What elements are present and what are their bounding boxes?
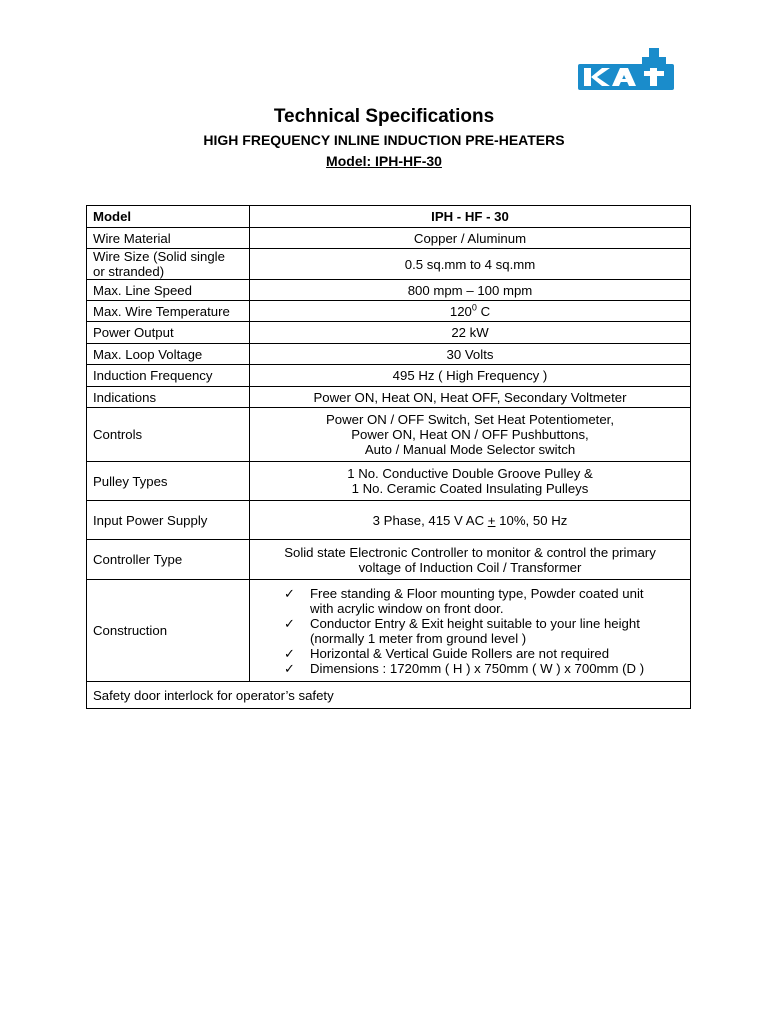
table-row-indications xyxy=(87,387,691,408)
footer-note: Safety door interlock for operator’s safety xyxy=(87,682,691,709)
row-value xyxy=(250,580,691,682)
table-row-input-power xyxy=(87,501,691,540)
model-heading xyxy=(0,152,768,170)
plus-minus-sign: + xyxy=(487,512,496,528)
row-value: IPH - HF - 30 xyxy=(250,206,691,228)
temp-unit: C xyxy=(476,303,491,319)
list-item-line: Dimensions : 1720mm ( H ) x 750mm ( W ) x 700mm (D ) xyxy=(310,660,645,676)
row-value xyxy=(250,540,691,580)
temp-superscript: 0 xyxy=(471,302,477,313)
construction-list xyxy=(256,586,684,676)
list-item-line: with acrylic window on front door. xyxy=(310,600,504,616)
table-row-power-output xyxy=(87,322,691,344)
list-item-line: Horizontal & Vertical Guide Rollers are not required xyxy=(310,645,610,661)
table-row-induction-frequency xyxy=(87,365,691,387)
list-item xyxy=(284,616,684,646)
checkmark-icon: ✓ xyxy=(284,615,296,631)
power-prefix: 3 Phase, 415 V AC xyxy=(372,512,488,528)
table-row-loop-voltage xyxy=(87,344,691,365)
row-label: Input Power Supply xyxy=(87,501,250,540)
table-row-controller-type xyxy=(87,540,691,580)
row-value: Power ON, Heat ON, Heat OFF, Secondary Voltmeter xyxy=(250,387,691,408)
table-row-construction xyxy=(87,580,691,682)
row-value xyxy=(250,408,691,462)
model-heading-text: Model: IPH-HF-30 xyxy=(326,153,442,169)
row-label: Indications xyxy=(87,387,250,408)
row-label: Induction Frequency xyxy=(87,365,250,387)
row-label: Max. Loop Voltage xyxy=(87,344,250,365)
row-label-line: or stranded) xyxy=(93,264,165,279)
temp-number: 120 xyxy=(449,303,472,319)
row-value-line: Auto / Manual Mode Selector switch xyxy=(364,442,576,457)
list-item-line: Conductor Entry & Exit height suitable to your line height xyxy=(310,615,640,631)
row-value: Copper / Aluminum xyxy=(250,228,691,249)
row-label: Model xyxy=(87,206,250,228)
kat-logo xyxy=(576,44,676,92)
row-label: Controls xyxy=(87,408,250,462)
list-item xyxy=(284,646,684,661)
row-value: 0.5 sq.mm to 4 sq.mm xyxy=(250,249,691,280)
checkmark-icon: ✓ xyxy=(284,645,296,661)
list-item-line: (normally 1 meter from ground level ) xyxy=(310,630,527,646)
table-row-line-speed xyxy=(87,280,691,301)
row-value: 495 Hz ( High Frequency ) xyxy=(250,365,691,387)
list-item-line: Free standing & Floor mounting type, Powder coated unit xyxy=(310,585,644,601)
table-row-pulley-types xyxy=(87,462,691,501)
document-title: Technical Specifications xyxy=(273,106,495,127)
table-row-controls xyxy=(87,408,691,462)
row-value xyxy=(250,301,691,322)
row-label: Construction xyxy=(87,580,250,682)
row-label-line: Wire Size (Solid single xyxy=(93,249,225,264)
checkmark-icon: ✓ xyxy=(284,660,296,676)
row-label: Max. Line Speed xyxy=(87,280,250,301)
checkmark-icon: ✓ xyxy=(284,585,296,601)
table-row-wire-temperature xyxy=(87,301,691,322)
row-label: Power Output xyxy=(87,322,250,344)
row-label: Controller Type xyxy=(87,540,250,580)
row-value-line: voltage of Induction Coil / Transformer xyxy=(358,559,582,575)
list-item xyxy=(284,586,684,616)
table-row-model xyxy=(87,206,691,228)
table-row-wire-material xyxy=(87,228,691,249)
row-value: 22 kW xyxy=(250,322,691,344)
row-value: 800 mpm – 100 mpm xyxy=(250,280,691,301)
table-row-footer-note xyxy=(87,682,691,709)
row-value: 30 Volts xyxy=(250,344,691,365)
row-value-line: Solid state Electronic Controller to monitor & control the primary xyxy=(284,544,656,560)
row-label xyxy=(87,249,250,280)
row-value xyxy=(250,501,691,540)
power-suffix: 10%, 50 Hz xyxy=(495,512,568,528)
row-label: Max. Wire Temperature xyxy=(87,301,250,322)
row-label: Wire Material xyxy=(87,228,250,249)
table-row-wire-size xyxy=(87,249,691,280)
row-value-line: 1 No. Ceramic Coated Insulating Pulleys xyxy=(351,481,589,496)
row-value xyxy=(250,462,691,501)
row-value-line: 1 No. Conductive Double Groove Pulley & xyxy=(347,466,593,481)
row-value-line: Power ON, Heat ON / OFF Pushbuttons, xyxy=(351,427,589,442)
row-label: Pulley Types xyxy=(87,462,250,501)
document-subtitle: HIGH FREQUENCY INLINE INDUCTION PRE-HEATERS xyxy=(203,132,565,148)
list-item xyxy=(284,661,684,676)
row-value-line: Power ON / OFF Switch, Set Heat Potentiometer, xyxy=(325,412,615,427)
spec-table xyxy=(86,205,691,709)
